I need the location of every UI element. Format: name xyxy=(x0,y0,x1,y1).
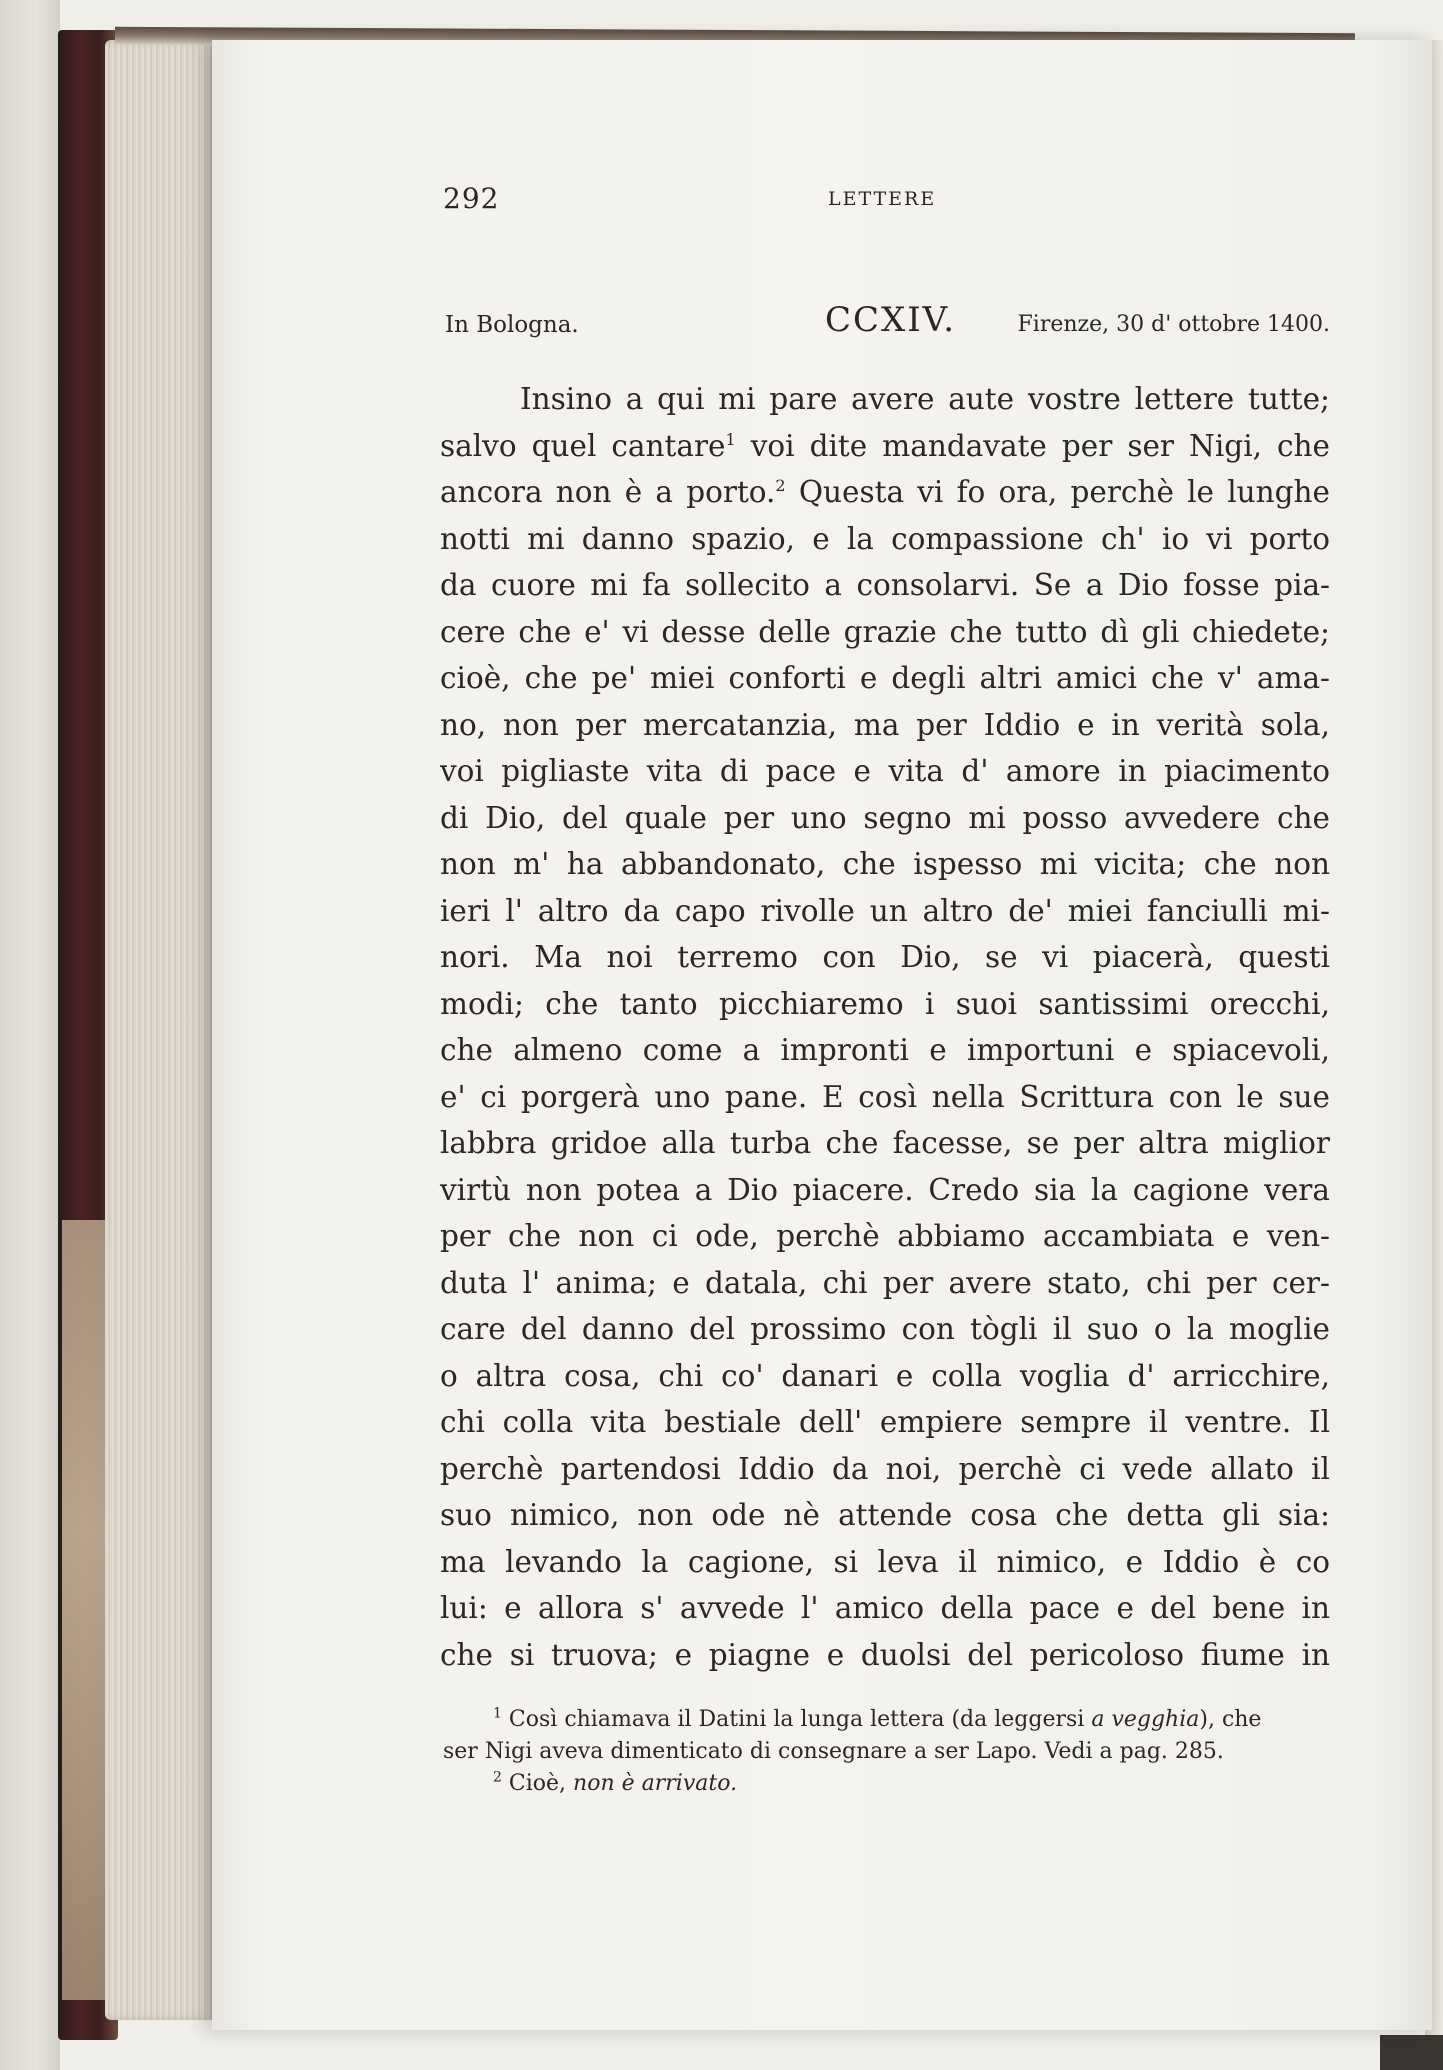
body-line: modi; che tanto picchiaremo i suoi santissimi orecchi, xyxy=(440,986,1330,1021)
book-page-edges xyxy=(105,40,215,2020)
footnotes xyxy=(443,1704,1328,1800)
body-line: lui: e allora s' avvede l' amico della pace e del bene in xyxy=(440,1591,1330,1625)
body-line-part: Questa vi fo ora, perchè le lunghe xyxy=(798,475,1330,509)
footnote-text: Così chiamava il Datini la lunga lettera (da leggersi xyxy=(508,1707,1092,1732)
body-line: Insino a qui mi pare avere aute vostre lettere tutte; xyxy=(520,382,1330,416)
page-number: 292 xyxy=(443,182,500,215)
footnote-ref-1: 1 xyxy=(725,429,736,449)
body-line xyxy=(440,469,1330,516)
footnote-2 xyxy=(443,1768,1328,1800)
letter-heading xyxy=(445,300,1330,350)
body-line: suo nimico, non ode nè attende cosa che detta gli sia: xyxy=(440,1498,1330,1532)
page-header xyxy=(443,182,1328,222)
letter-body xyxy=(440,376,1330,1678)
footnote-1 xyxy=(443,1704,1328,1736)
footnote-italic: a vegghia xyxy=(1091,1707,1200,1732)
footnote-text: Cioè, xyxy=(508,1771,574,1796)
footnote-marker-1: 1 xyxy=(493,1705,502,1722)
footnote-ref-2: 2 xyxy=(775,476,786,496)
footnote-italic: non è arrivato. xyxy=(573,1771,738,1796)
body-line: duta l' anima; e datala, chi per avere stato, chi per cer- xyxy=(440,1265,1330,1300)
body-line: che si truova; e piagne e duolsi del pericoloso fiume in xyxy=(440,1637,1330,1672)
background-left xyxy=(0,0,60,2070)
body-line: e' ci porgerà uno pane. E così nella Scrittura con le sue xyxy=(440,1079,1330,1114)
body-line: nori. Ma noi terremo con Dio, se vi piacerà, questi xyxy=(440,940,1330,974)
footnote-text: ), che xyxy=(1199,1707,1262,1732)
running-title: LETTERE xyxy=(828,188,937,210)
body-line: care del danno del prossimo con tògli il suo o la moglie xyxy=(440,1312,1330,1346)
body-line: da cuore mi fa sollecito a consolarvi. Se a Dio fosse pia- xyxy=(440,568,1330,602)
body-line: ma levando la cagione, si leva il nimico, e Iddio è co xyxy=(440,1544,1330,1579)
body-line: no, non per mercatanzia, ma per Iddio e in verità sola, xyxy=(440,707,1330,742)
footnote-1-continued: ser Nigi aveva dimenticato di consegnare a ser Lapo. Vedi a pag. 285. xyxy=(443,1739,1224,1764)
body-line: chi colla vita bestiale dell' empiere sempre il ventre. Il xyxy=(440,1405,1330,1439)
letter-addressee: In Bologna. xyxy=(445,312,579,338)
body-line: labbra gridoe alla turba che facesse, se per altra miglior xyxy=(440,1126,1330,1160)
body-line: perchè partendosi Iddio da noi, perchè ci vede allato il xyxy=(440,1451,1330,1486)
body-line: cioè, che pe' miei conforti e degli altri amici che v' ama- xyxy=(440,661,1330,695)
body-line: che almeno come a impronti e importuni e spiacevoli, xyxy=(440,1033,1330,1067)
body-line: non m' ha abbandonato, che ispesso mi vicita; che non xyxy=(440,847,1330,881)
body-line-part: voi dite mandavate per ser Nigi, che xyxy=(750,428,1330,463)
body-line: virtù non potea a Dio piacere. Credo sia la cagione vera xyxy=(440,1172,1330,1207)
body-line: ieri l' altro da capo rivolle un altro de' miei fanciulli mi- xyxy=(440,893,1330,928)
body-line: voi pigliaste vita di pace e vita d' amore in piacimento xyxy=(440,754,1330,788)
body-line-part: salvo quel cantare xyxy=(440,428,726,463)
footnote-marker-2: 2 xyxy=(493,1769,502,1786)
body-line-part: ancora non è a porto. xyxy=(440,475,776,509)
letter-number: CCXIV. xyxy=(825,300,957,340)
body-line: di Dio, del quale per uno segno mi posso avvedere che xyxy=(440,800,1330,835)
body-line xyxy=(440,423,1330,470)
body-line: notti mi danno spazio, e la compassione ch' io vi porto xyxy=(440,521,1330,556)
body-line: cere che e' vi desse delle grazie che tutto dì gli chiedete; xyxy=(440,614,1330,649)
body-line: o altra cosa, chi co' danari e colla voglia d' arricchire, xyxy=(440,1358,1330,1393)
letter-place-date: Firenze, 30 d' ottobre 1400. xyxy=(1017,312,1330,337)
background-corner xyxy=(1380,2035,1443,2070)
body-line: per che non ci ode, perchè abbiamo accambiata e ven- xyxy=(440,1219,1330,1253)
book-cover-worn-patch xyxy=(62,1220,110,2000)
